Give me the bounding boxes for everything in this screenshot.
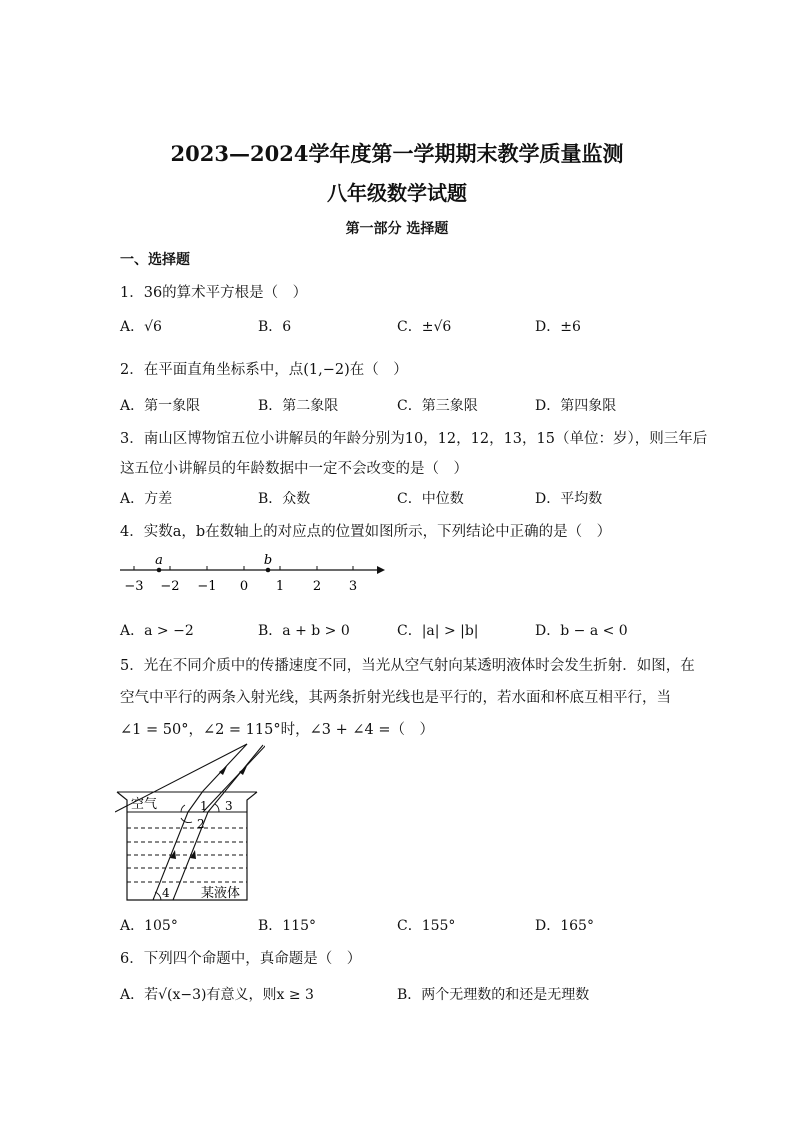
question-3-stem-line-2: 这五位小讲解员的年龄数据中一定不会改变的是（ ） bbox=[120, 461, 468, 477]
tick-label: −3 bbox=[124, 579, 144, 594]
question-2-option-a: A．第一象限 bbox=[120, 398, 201, 414]
point-a-label: a bbox=[155, 553, 163, 568]
angle-4-label: 4 bbox=[162, 886, 170, 900]
question-5-option-a: A．105° bbox=[120, 918, 178, 934]
tick-label: 0 bbox=[239, 579, 249, 594]
question-5-option-b: B．115° bbox=[258, 918, 317, 934]
question-3-option-d: D．平均数 bbox=[535, 491, 603, 507]
arrow-icon bbox=[239, 766, 247, 775]
question-4-option-d: D．b − a < 0 bbox=[535, 623, 628, 639]
question-5-option-d: D．165° bbox=[535, 918, 594, 934]
tick-label: 1 bbox=[275, 579, 285, 594]
refraction-figure bbox=[115, 742, 265, 904]
water-lines bbox=[127, 828, 247, 882]
question-6-option-b: B．两个无理数的和还是无理数 bbox=[397, 987, 590, 1003]
number-line-arrow bbox=[377, 566, 385, 574]
question-5-stem-line-2: 空气中平行的两条入射光线，其两条折射光线也是平行的，若水面和杯底互相平行，当 bbox=[120, 690, 671, 706]
question-2-stem: 2．在平面直角坐标系中，点(1,−2)在（ ） bbox=[120, 362, 408, 378]
question-5-stem-line-3: ∠1 = 50°，∠2 = 115°时，∠3 + ∠4 =（ ） bbox=[120, 722, 434, 738]
angle-2-label: 2 bbox=[197, 817, 205, 831]
point-a bbox=[157, 568, 162, 573]
angle-3-label: 3 bbox=[225, 799, 233, 813]
question-5-stem-line-1: 5．光在不同介质中的传播速度不同，当光从空气射向某透明液体时会发生折射．如图，在 bbox=[120, 658, 695, 674]
question-6-option-a: A．若√(x−3)有意义，则x ≥ 3 bbox=[120, 987, 314, 1003]
question-1-option-b: B．6 bbox=[258, 319, 292, 335]
question-2-option-c: C．第三象限 bbox=[397, 398, 478, 414]
part-heading: 第一部分 选择题 bbox=[345, 221, 449, 237]
question-1-option-c: C．±√6 bbox=[397, 319, 452, 335]
question-6-stem: 6．下列四个命题中，真命题是（ ） bbox=[120, 951, 362, 967]
question-1-option-d: D．±6 bbox=[535, 319, 581, 335]
question-4-option-b: B．a + b > 0 bbox=[258, 623, 350, 639]
question-5-option-c: C．155° bbox=[397, 918, 456, 934]
question-4-option-c: C．|a| > |b| bbox=[397, 623, 479, 639]
question-3-option-c: C．中位数 bbox=[397, 491, 464, 507]
point-b-label: b bbox=[263, 553, 273, 568]
exam-title: 2023—2024学年度第一学期期末教学质量监测 bbox=[170, 141, 624, 166]
question-4-stem: 4．实数a，b在数轴上的对应点的位置如图所示，下列结论中正确的是（ ） bbox=[120, 524, 612, 540]
arrow-icon bbox=[219, 766, 227, 775]
question-3-stem-line-1: 3．南山区博物馆五位小讲解员的年龄分别为10，12，12，13，15（单位：岁），则三年后 bbox=[120, 431, 708, 447]
tick-label: −2 bbox=[160, 579, 180, 594]
tick-label: 2 bbox=[312, 579, 322, 594]
point-b bbox=[266, 568, 271, 573]
question-3-option-b: B．众数 bbox=[258, 491, 311, 507]
question-1-stem: 1．36的算术平方根是（ ） bbox=[120, 285, 308, 301]
liquid-label: 某液体 bbox=[201, 886, 241, 901]
question-2-option-b: B．第二象限 bbox=[258, 398, 339, 414]
question-2-option-d: D．第四象限 bbox=[535, 398, 617, 414]
number-line-figure bbox=[115, 548, 385, 598]
question-1-option-a: A．√6 bbox=[120, 319, 162, 335]
tick-label: −1 bbox=[197, 579, 217, 594]
refracted-ray-1 bbox=[153, 812, 188, 900]
angle-1-label: 1 bbox=[200, 799, 208, 813]
section-heading: 一、选择题 bbox=[120, 252, 190, 268]
air-label: 空气 bbox=[131, 797, 158, 812]
tick-label: 3 bbox=[348, 579, 358, 594]
exam-subtitle: 八年级数学试题 bbox=[327, 181, 467, 205]
question-3-option-a: A．方差 bbox=[120, 491, 173, 507]
question-4-option-a: A．a > −2 bbox=[120, 623, 194, 639]
